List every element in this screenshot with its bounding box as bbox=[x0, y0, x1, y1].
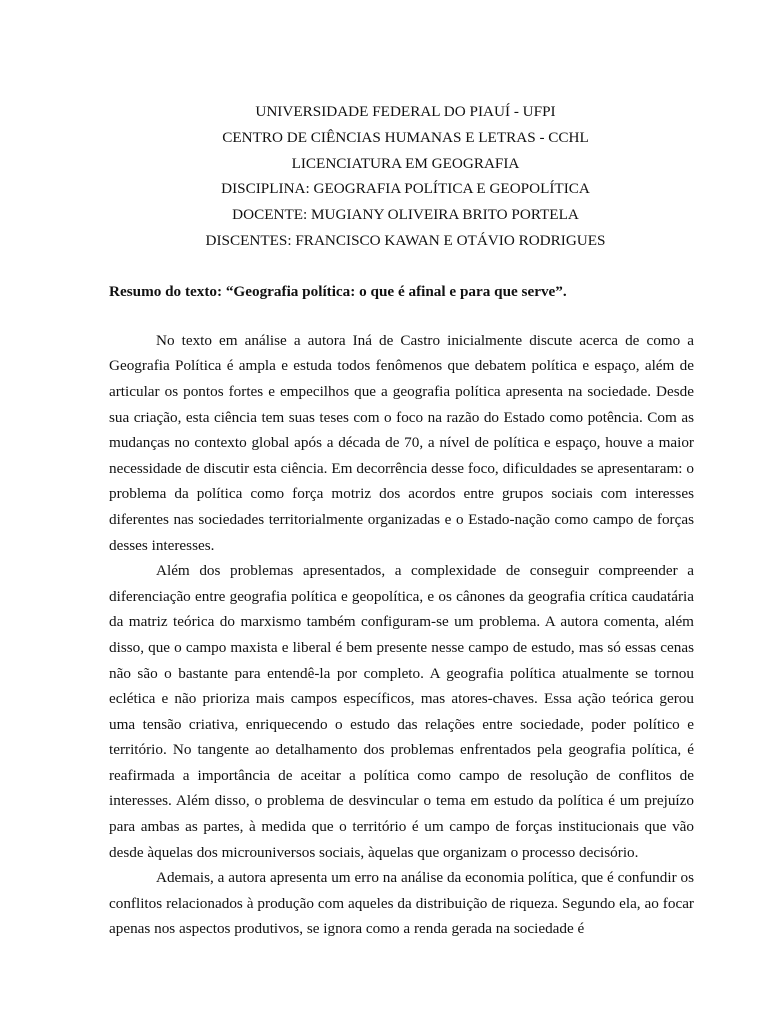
paragraph-2: Além dos problemas apresentados, a complexidade de conseguir compreender a diferenciação entre geografia política e geopolítica, e os cânones da geografia crítica caudatária da matriz teórica do marxismo também configuram-se um problema. A autora comenta, além disso, que o campo maxista e liberal é bem presente nesse campo de estudo, mas só essas cenas não são o bastante para entendê-la por completo. A geografia política atualmente se tornou eclética e não prioriza mais campos específicos, mas atores-chaves. Essa ação teórica gerou uma tensão criativa, enriquecendo o estudo das relações entre sociedade, poder político e território. No tangente ao detalhamento dos problemas enfrentados pela geografia política, é reafirmada a importância de aceitar a política como campo de resolução de conflitos de interesses. Além disso, o problema de desvincular o tema em estudo da política é um prejuízo para ambas as partes, à medida que o território é um campo de forças institucionais que vão desde àquelas dos microuniversos sociais, àquelas que organizam o processo decisório. bbox=[109, 562, 694, 861]
header-center: CENTRO DE CIÊNCIAS HUMANAS E LETRAS - CCHL bbox=[222, 128, 589, 146]
summary-title: Resumo do texto: “Geografia política: o que é afinal e para que serve”. bbox=[109, 282, 567, 300]
header-students: DISCENTES: FRANCISCO KAWAN E OTÁVIO RODRIGUES bbox=[205, 231, 606, 249]
header-teacher: DOCENTE: MUGIANY OLIVEIRA BRITO PORTELA bbox=[232, 206, 579, 224]
header-course: LICENCIATURA EM GEOGRAFIA bbox=[291, 154, 520, 172]
header-university: UNIVERSIDADE FEDERAL DO PIAUÍ - UFPI bbox=[255, 103, 556, 120]
paragraph-3: Ademais, a autora apresenta um erro na análise da economia política, que é confundir os conflitos relacionados à produção com aqueles da distribuição de riqueza. Segundo ela, ao focar apenas nos aspectos produtivos, se ignora como a renda gerada na sociedade é bbox=[109, 869, 694, 938]
paragraph-1: No texto em análise a autora Iná de Castro inicialmente discute acerca de como a Geografia Política é ampla e estuda todos fenômenos que debatem política e espaço, além de articular os pontos fortes e empecilhos que a geografia política apresenta na sociedade. Desde sua criação, esta ciência tem suas teses com o foco na razão do Estado como potência. Com as mudanças no contexto global após a década de 70, a nível de política e espaço, houve a maior necessidade de discutir esta ciência. Em decorrência desse foco, dificuldades se apresentaram: o problema da política como força motriz dos acordos entre grupos sociais com interesses diferentes nas sociedades territorialmente organizadas e o Estado-nação como campo de forças desses interesses. bbox=[109, 331, 694, 554]
header-discipline: DISCIPLINA: GEOGRAFIA POLÍTICA E GEOPOLÍTICA bbox=[221, 180, 590, 198]
document-header bbox=[109, 99, 702, 254]
document-body bbox=[109, 328, 694, 942]
